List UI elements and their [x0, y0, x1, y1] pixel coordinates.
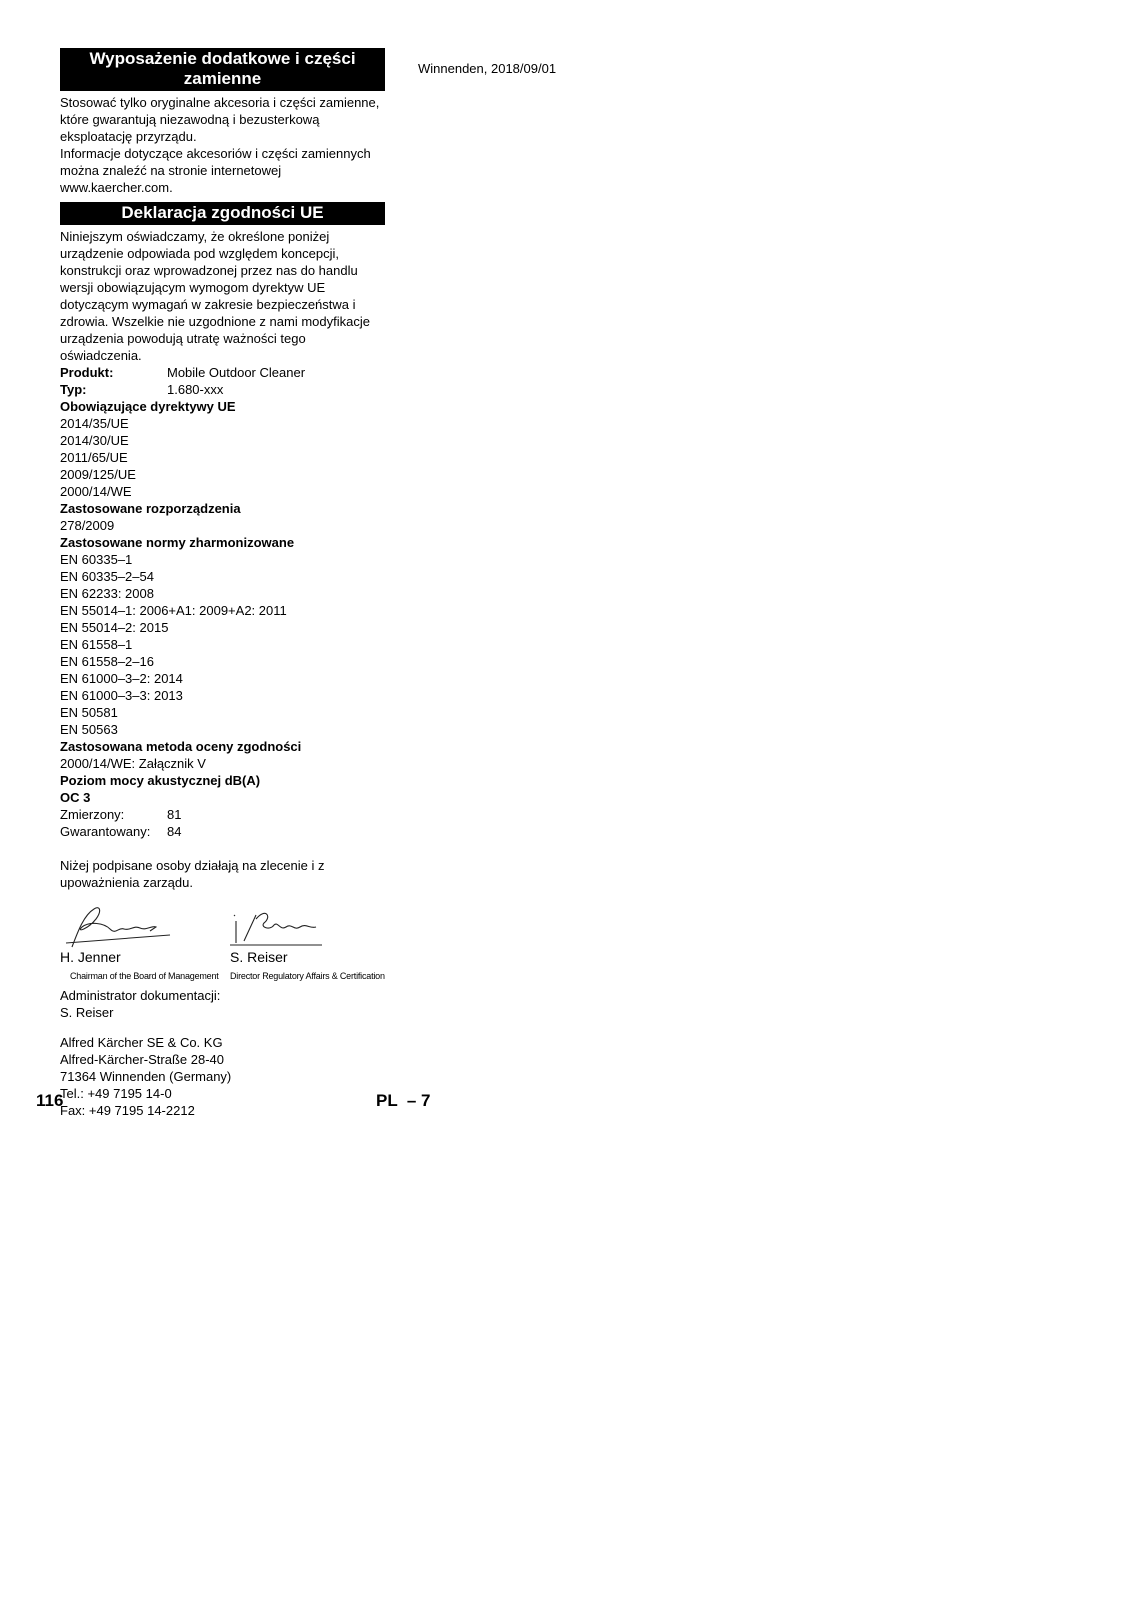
norm-item: EN 50581: [60, 705, 118, 720]
norms-heading: Zastosowane normy zharmonizowane: [60, 535, 295, 550]
company-city: 71364 Winnenden (Germany): [60, 1069, 232, 1084]
norm-item: EN 62233: 2008: [60, 586, 154, 601]
directives-heading: Obowiązujące dyrektywy UE: [60, 399, 236, 414]
company-name: Alfred Kärcher SE & Co. KG: [60, 1035, 223, 1050]
left-column: [60, 48, 385, 1119]
type-label: Typ:: [60, 382, 87, 397]
directive-item: 2014/35/UE: [60, 416, 129, 431]
company-fax: Fax: +49 7195 14-2212: [60, 1103, 195, 1118]
signatures: [60, 901, 385, 981]
sound-class: OC 3: [60, 790, 91, 805]
norm-item: EN 61558–1: [60, 637, 133, 652]
accessories-title: Wyposażenie dodatkowe i części zamienne: [60, 48, 385, 91]
norm-item: EN 61000–3–3: 2013: [60, 688, 183, 703]
page-code: PL – 7: [376, 1091, 431, 1110]
product-label: Produkt:: [60, 365, 114, 380]
declaration-intro: Niniejszym oświadczamy, że określone poniżej urządzenie odpowiada pod względem koncepcji, konstrukcji oraz wprowadzonej przez nas do handlu wersji obowiązującym wymogom dyrektyw UE dotyczącym wymagań w zakresie bezpieczeństwa i zdrowia. Wszelkie nie uzgodnione z nami modyfikacje urządzenia powodują utratę ważności tego oświadczenia.: [60, 229, 370, 363]
norm-item: EN 55014–1: 2006+A1: 2009+A2: 2011: [60, 603, 287, 618]
sound-heading: Poziom mocy akustycznej dB(A): [60, 773, 261, 788]
company-street: Alfred-Kärcher-Straße 28-40: [60, 1052, 225, 1067]
measured-value: 81: [167, 807, 182, 822]
norm-item: EN 50563: [60, 722, 118, 737]
directive-item: 2014/30/UE: [60, 433, 129, 448]
signature-jenner-scribble: [60, 901, 175, 951]
signature-role-reiser: Director Regulatory Affairs & Certification: [230, 971, 385, 981]
product-value: Mobile Outdoor Cleaner: [167, 365, 306, 380]
accessories-paragraph-1: Stosować tylko oryginalne akcesoria i części zamienne, które gwarantują niezawodną i bezusterkową eksploatację przyrządu.: [60, 95, 380, 144]
norm-item: EN 60335–1: [60, 552, 133, 567]
guaranteed-label: Gwarantowany:: [60, 824, 151, 839]
norm-item: EN 61000–3–2: 2014: [60, 671, 183, 686]
documentation-name: S. Reiser: [60, 1005, 114, 1020]
method-value: 2000/14/WE: Załącznik V: [60, 756, 206, 771]
page-number: 116: [36, 1091, 64, 1110]
guaranteed-row: [60, 823, 385, 840]
guaranteed-value: 84: [167, 824, 182, 839]
signatories-text: Niżej podpisane osoby działają na zlecenie i z upoważnienia zarządu.: [60, 858, 325, 890]
signature-name-jenner: H. Jenner: [60, 949, 121, 965]
regulations-heading: Zastosowane rozporządzenia: [60, 501, 241, 516]
documentation-label: Administrator dokumentacji:: [60, 988, 221, 1003]
norm-item: EN 60335–2–54: [60, 569, 154, 584]
company-tel: Tel.: +49 7195 14-0: [60, 1086, 172, 1101]
document-date: Winnenden, 2018/09/01: [418, 61, 557, 76]
signature-role-jenner: Chairman of the Board of Management: [70, 971, 219, 981]
directive-item: 2011/65/UE: [60, 450, 128, 465]
regulation-item: 278/2009: [60, 518, 115, 533]
accessories-paragraph-2: Informacje dotyczące akcesoriów i części zamiennych można znaleźć na stronie internetowej www.kaercher.com.: [60, 146, 371, 195]
declaration-title: Deklaracja zgodności UE: [60, 202, 385, 225]
measured-row: [60, 806, 385, 823]
signature-name-reiser: S. Reiser: [230, 949, 288, 965]
measured-label: Zmierzony:: [60, 807, 125, 822]
norm-item: EN 61558–2–16: [60, 654, 154, 669]
signature-reiser-scribble: [230, 901, 325, 951]
directive-item: 2009/125/UE: [60, 467, 136, 482]
type-row: [60, 381, 385, 398]
method-heading: Zastosowana metoda oceny zgodności: [60, 739, 302, 754]
directive-item: 2000/14/WE: [60, 484, 132, 499]
product-row: [60, 364, 385, 381]
type-value: 1.680-xxx: [167, 382, 224, 397]
norm-item: EN 55014–2: 2015: [60, 620, 169, 635]
